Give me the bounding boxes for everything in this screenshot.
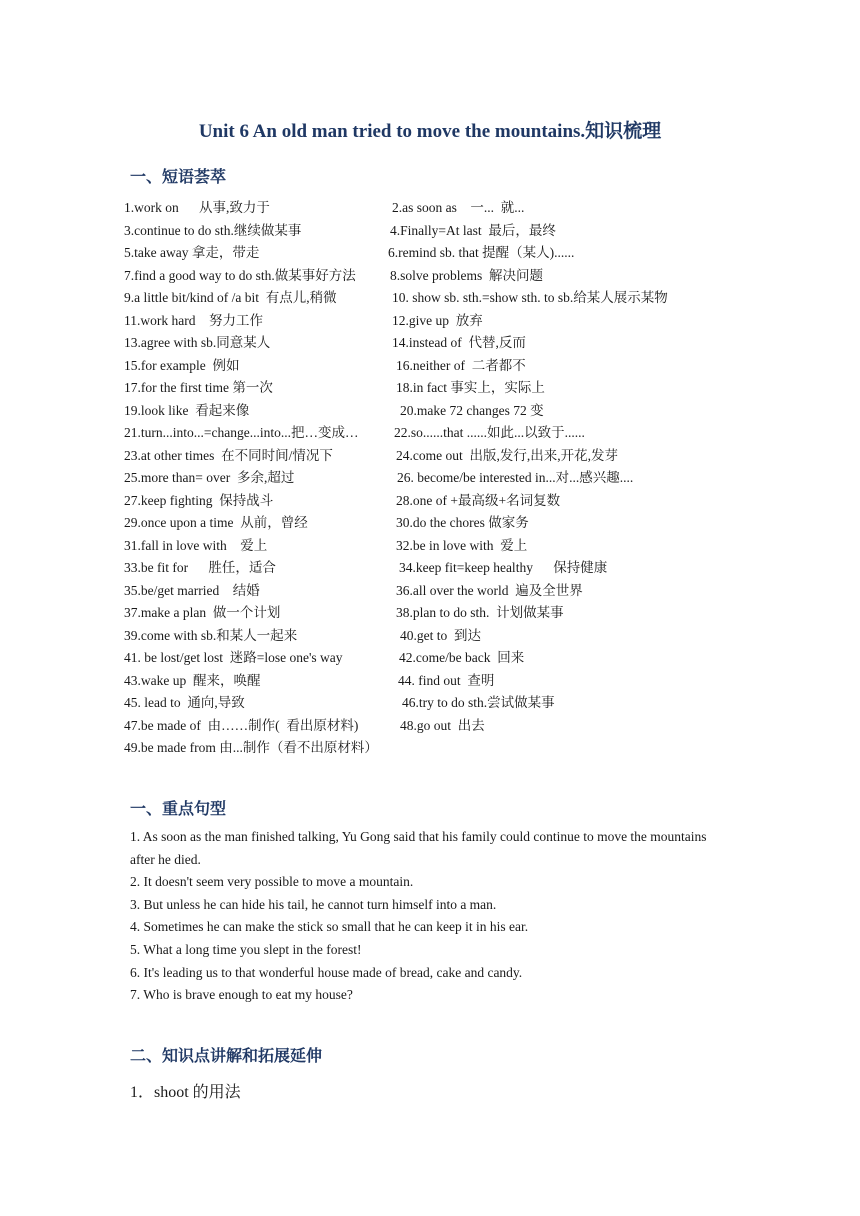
phrase-item: 5.take away 拿走，带走 [124,245,260,260]
phrase-row [124,241,744,264]
phrase-row [124,264,744,287]
phrase-item: 26. become/be interested in...对...感兴趣.... [397,470,634,485]
phrase-row [124,511,744,534]
phrase-row [124,556,744,579]
phrase-row [124,444,744,467]
phrase-item: 49.be made from 由...制作（看不出原材料） [124,740,378,755]
phrase-item: 24.come out 出版,发行,出来,开花,发芽 [396,447,618,463]
phrase-item: 11.work hard 努力工作 [124,312,263,328]
phrase-item: 15.for example 例如 [124,357,240,373]
phrase-item: 35.be/get married 结婚 [124,582,260,598]
phrase-row [124,219,744,242]
phrase-item: 1.work on 从事,致力于 [124,200,270,215]
phrase-item: 28.one of +最高级+名词复数 [396,492,561,508]
phrase-item: 7.find a good way to do sth.做某事好方法 [124,267,356,283]
phrase-item: 34.keep fit=keep healthy 保持健康 [399,560,608,575]
sentence-item: 7. Who is brave enough to eat my house? [130,987,353,1003]
sentence-list [130,826,730,1007]
sentence-item: 3. But unless he can hide his tail, he cannot turn himself into a man. [130,896,497,912]
phrase-row [124,669,744,692]
phrase-row [124,309,744,332]
phrase-item: 12.give up 放弃 [392,312,483,328]
phrase-item: 16.neither of 二者都不 [396,357,526,373]
sentence-item: 5. What a long time you slept in the forest! [130,941,362,957]
phrase-row [124,534,744,557]
phrase-item: 19.look like 看起来像 [124,402,250,418]
phrase-row [124,421,744,444]
phrase-item: 10. show sb. sth.=show sth. to sb.给某人展示某物 [392,290,668,305]
section-heading-sentences: 一、重点句型 [130,801,227,818]
phrase-row [124,624,744,647]
subheading-shoot-usage: 1．shoot 的用法 [130,1084,241,1101]
phrase-item: 25.more than= over 多余,超过 [124,470,295,485]
phrase-item: 20.make 72 changes 72 变 [400,402,544,418]
phrase-item: 43.wake up 醒来，唤醒 [124,672,261,688]
phrase-item: 30.do the chores 做家务 [396,515,529,530]
phrase-item: 45. lead to 通向,导致 [124,695,245,710]
phrase-item: 38.plan to do sth. 计划做某事 [396,605,564,620]
phrase-row [124,736,744,759]
phrase-item: 18.in fact 事实上，实际上 [396,380,545,395]
phrase-item: 47.be made of 由……制作( 看出原材料) [124,717,359,733]
phrase-row [124,714,744,737]
phrase-row [124,489,744,512]
phrase-row [124,579,744,602]
phrase-item: 33.be fit for 胜任，适合 [124,560,276,575]
sentence-item: 6. It's leading us to that wonderful house made of bread, cake and candy. [130,964,523,980]
phrase-item: 14.instead of 代替,反而 [392,335,526,350]
phrase-row [124,691,744,714]
phrase-row [124,331,744,354]
phrase-item: 31.fall in love with 爱上 [124,537,268,553]
phrase-item: 21.turn...into...=change...into...把…变成… [124,425,359,440]
phrase-item: 22.so......that ......如此...以致于...... [394,425,585,440]
phrase-item: 32.be in love with 爱上 [396,537,528,553]
phrase-row [124,354,744,377]
phrase-row [124,286,744,309]
phrase-item: 6.remind sb. that 提醒（某人)...... [388,245,575,260]
phrase-item: 2.as soon as 一... 就... [392,200,525,215]
phrase-item: 13.agree with sb.同意某人 [124,335,271,350]
phrase-list [124,196,744,759]
sentence-item: 2. It doesn't seem very possible to move a mountain. [130,874,414,890]
phrase-item: 29.once upon a time 从前，曾经 [124,515,308,530]
phrase-item: 48.go out 出去 [400,717,485,733]
phrase-item: 17.for the first time 第一次 [124,380,273,395]
section-heading-phrases: 一、短语荟萃 [130,169,227,186]
phrase-item: 40.get to 到达 [400,627,481,643]
phrase-item: 46.try to do sth.尝试做某事 [402,695,555,710]
sentence-item: 1. As soon as the man finished talking, Yu Gong said that his family could continue to move the mountains after he died. [130,829,707,867]
phrase-row [124,196,744,219]
sentence-item: 4. Sometimes he can make the stick so small that he can keep it in his ear. [130,919,529,935]
page-title: Unit 6 An old man tried to move the mountains.知识梳理 [198,121,662,142]
phrase-row [124,646,744,669]
phrase-row [124,399,744,422]
phrase-item: 44. find out 查明 [398,672,495,688]
phrase-item: 27.keep fighting 保持战斗 [124,492,274,508]
phrase-row [124,601,744,624]
phrase-item: 8.solve problems 解决问题 [390,267,543,283]
phrase-item: 36.all over the world 遍及全世界 [396,582,583,598]
phrase-item: 9.a little bit/kind of /a bit 有点儿,稍微 [124,290,337,305]
phrase-row [124,466,744,489]
section-heading-knowledge: 二、知识点讲解和拓展延伸 [130,1048,323,1065]
phrase-item: 39.come with sb.和某人一起来 [124,627,298,643]
phrase-item: 3.continue to do sth.继续做某事 [124,222,302,238]
phrase-item: 42.come/be back 回来 [399,650,525,665]
phrase-row [124,376,744,399]
phrase-item: 4.Finally=At last 最后，最终 [390,222,556,238]
phrase-item: 37.make a plan 做一个计划 [124,605,281,620]
phrase-item: 41. be lost/get lost 迷路=lose one's way [124,650,343,665]
phrase-item: 23.at other times 在不同时间/情况下 [124,447,333,463]
